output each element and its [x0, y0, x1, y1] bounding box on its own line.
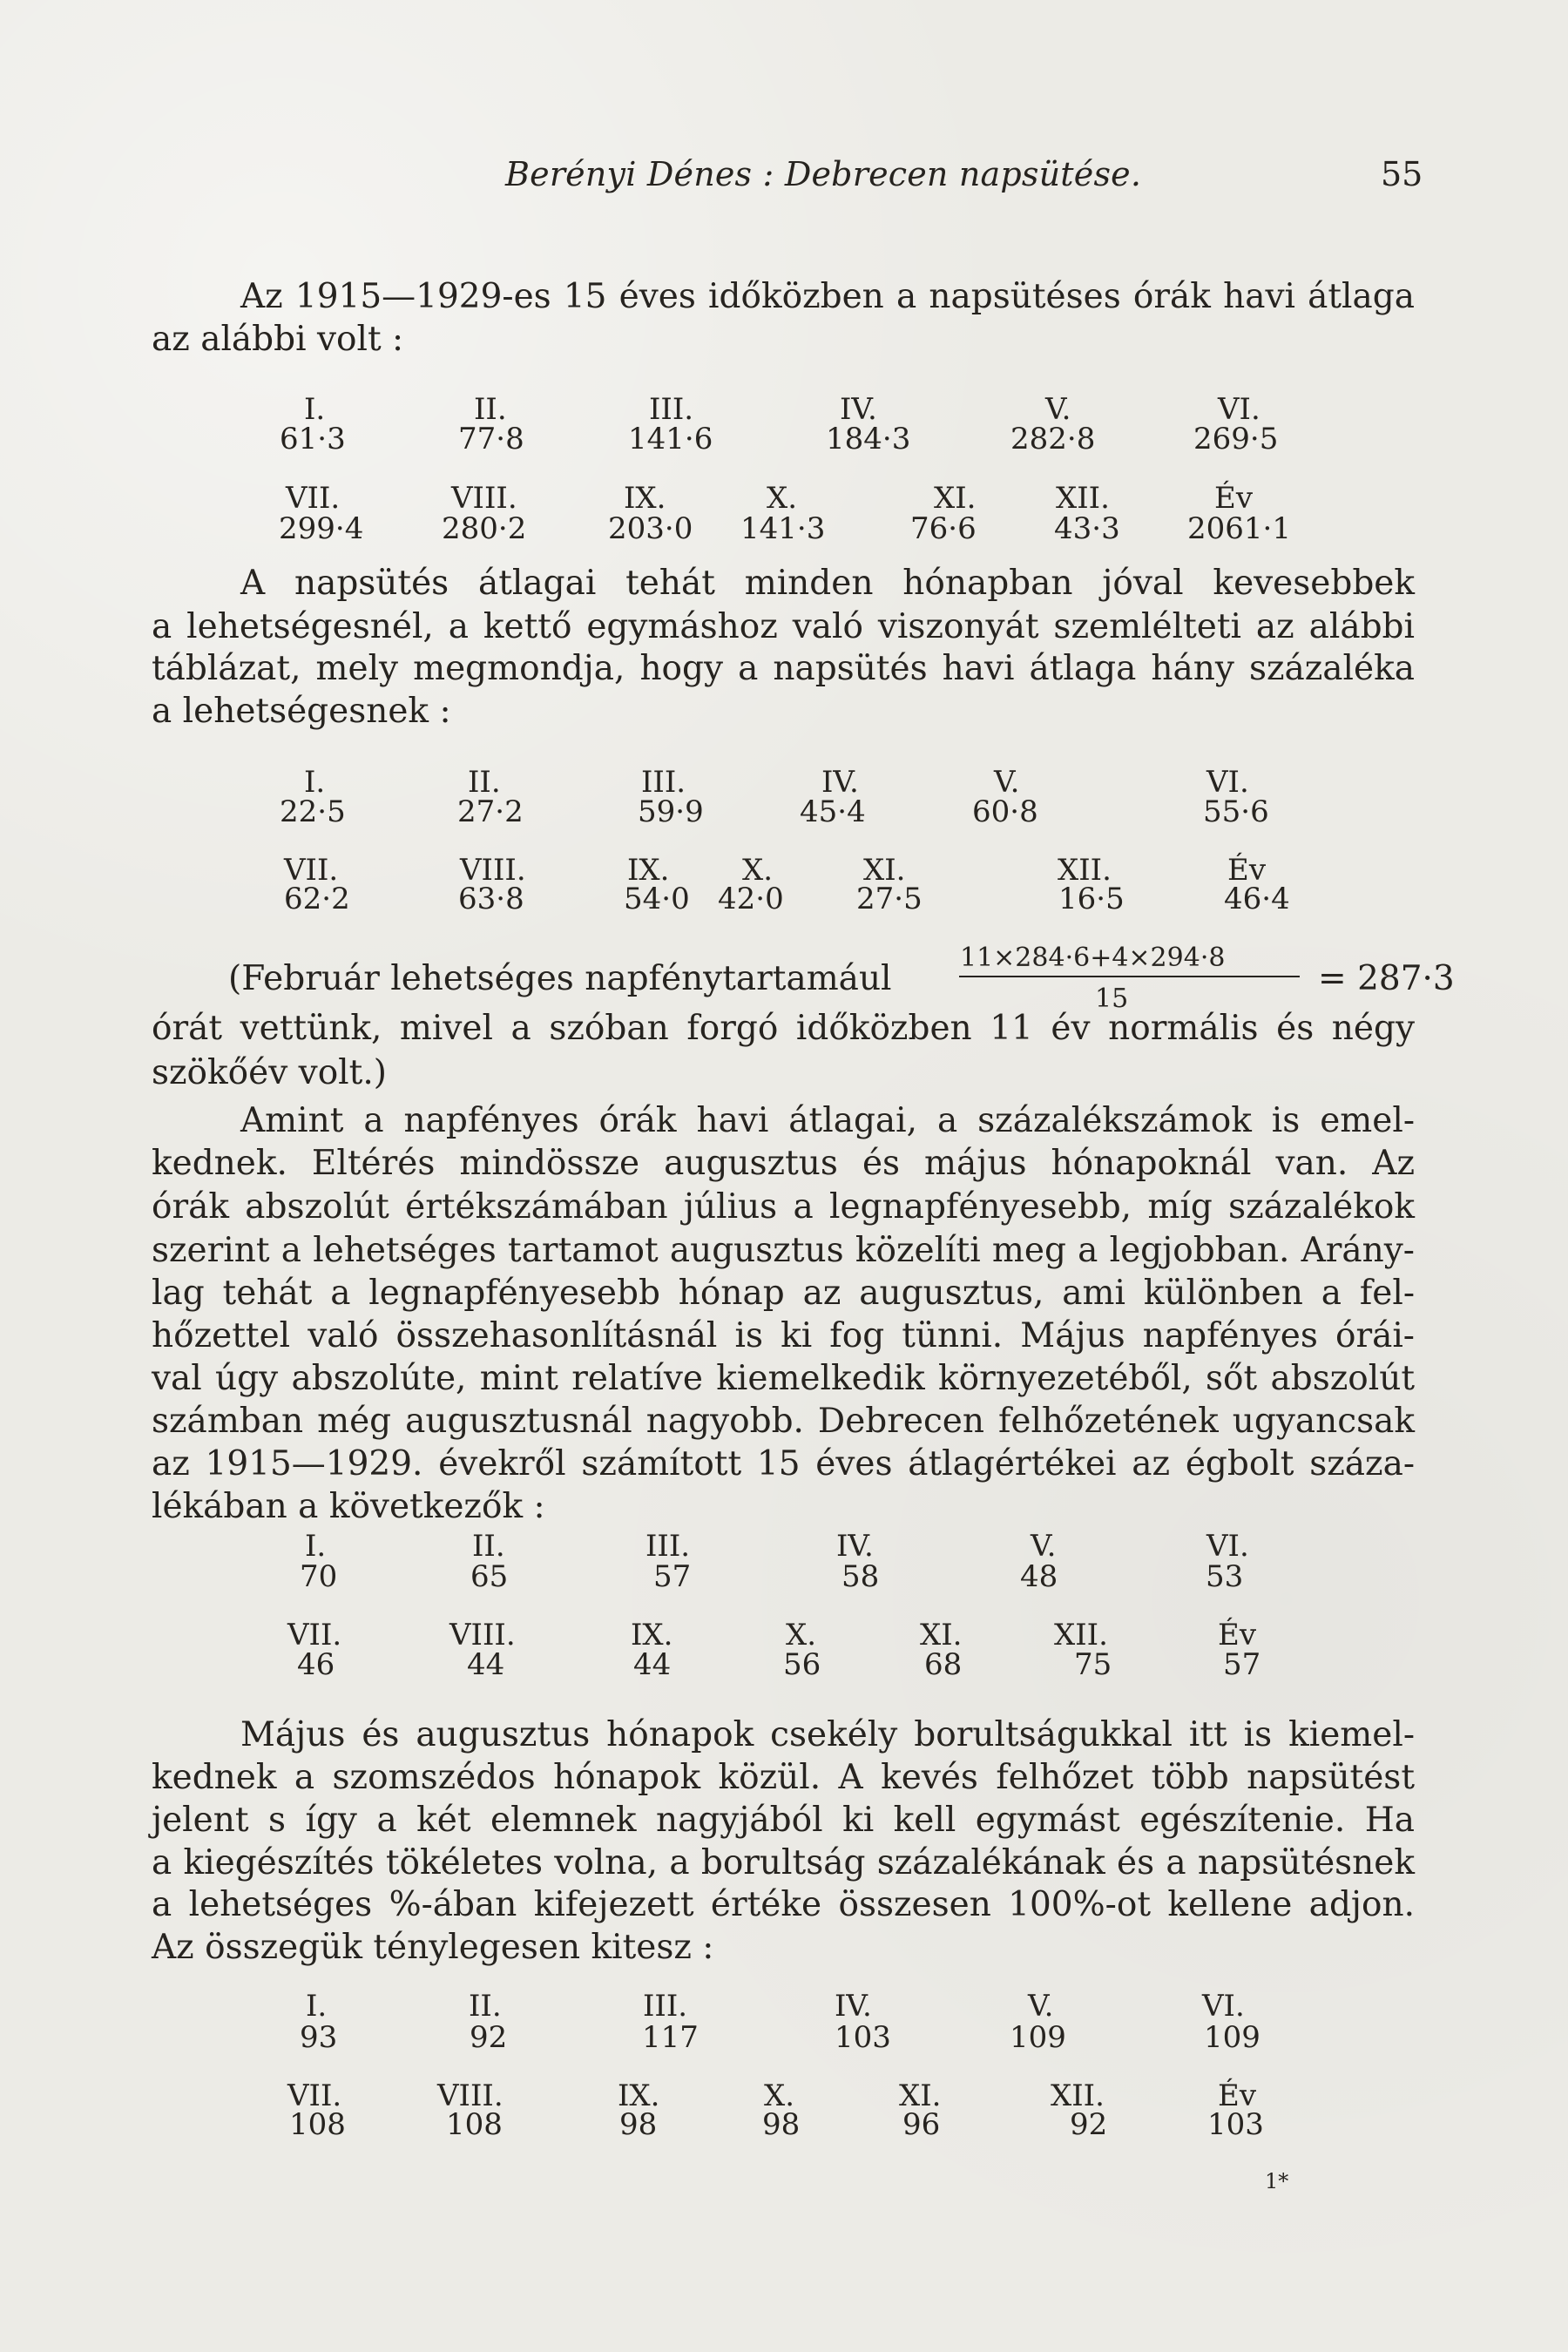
table-value: 77·8 [458, 422, 524, 456]
table-value: 65 [470, 1559, 509, 1594]
month-label: VI. [1206, 1529, 1249, 1564]
table-value: 117 [642, 2020, 699, 2055]
paragraph-2-line-1: A napsütés átlagai tehát minden hónapban jóval kevesebbek [240, 564, 1415, 603]
paragraph-4-line-5: lag tehát a legnapfényesebb hónap az augusztus, ami különben a fel- [152, 1274, 1415, 1313]
table-value: 108 [289, 2107, 346, 2142]
month-label: VIII. [460, 853, 526, 888]
table-value: 141·3 [740, 511, 826, 546]
paragraph-1-line-2: az alábbi volt : [152, 320, 404, 359]
table-value: 56 [783, 1647, 821, 1682]
table-value: 58 [841, 1559, 880, 1594]
month-label: VIII. [437, 2078, 504, 2113]
paragraph-2-line-3: táblázat, mely megmondja, hogy a napsütés havi átlaga hány százaléka [152, 649, 1415, 688]
month-label: XI. [920, 1618, 963, 1652]
paragraph-4-line-8: számban még augusztusnál nagyobb. Debrecen felhőzetének ugyancsak [152, 1402, 1415, 1441]
paragraph-4-line-10: lékában a következők : [152, 1487, 545, 1526]
table-value: 53 [1206, 1559, 1244, 1594]
table-value: 103 [1207, 2107, 1264, 2142]
month-label: III. [641, 765, 686, 800]
table-value: 76·6 [910, 511, 977, 546]
table-value: 60·8 [972, 794, 1038, 829]
year-label: Év [1218, 2078, 1257, 2113]
month-label: V. [1028, 1989, 1054, 2024]
month-label: IV. [836, 1529, 874, 1564]
month-label: IV. [840, 392, 877, 427]
month-label: IX. [624, 481, 666, 516]
month-label: III. [643, 1989, 688, 2024]
table-value: 59·9 [638, 794, 704, 829]
month-label: V. [994, 765, 1020, 800]
page-number: 55 [1381, 155, 1423, 193]
month-label: VII. [287, 2078, 342, 2113]
table-value: 70 [300, 1559, 338, 1594]
table-value: 75 [1074, 1647, 1112, 1682]
month-label: XI. [899, 2078, 942, 2113]
month-label: I. [306, 1989, 328, 2024]
table-value: 16·5 [1058, 882, 1125, 916]
paragraph-2-line-4: a lehetségesnek : [152, 692, 451, 731]
paragraph-5-line-3: jelent s így a két elemnek nagyjából ki kell egymást egészítenie. Ha [152, 1801, 1415, 1840]
table-value: 22·5 [280, 794, 346, 829]
paragraph-3-line-2: szökőév volt.) [152, 1053, 387, 1092]
paragraph-2-line-2: a lehetségesnél, a kettő egymáshoz való viszonyát szemlélteti az alábbi [152, 607, 1415, 646]
table-value: 98 [619, 2107, 658, 2142]
month-label: V. [1045, 392, 1071, 427]
month-label: VII. [287, 1618, 342, 1652]
table-value: 98 [762, 2107, 801, 2142]
month-label: XI. [934, 481, 977, 516]
table-value: 280·2 [442, 511, 527, 546]
table-value: 54·0 [624, 882, 690, 916]
month-label: IV. [835, 1989, 872, 2024]
table-value: 68 [924, 1647, 963, 1682]
paragraph-5-line-2: kednek a szomszédos hónapok közül. A kevés felhőzet több napsütést [152, 1758, 1415, 1797]
month-label: VIII. [449, 1618, 516, 1652]
paragraph-4-line-3: órák abszolút értékszámában július a legnapfényesebb, míg százalékok [152, 1187, 1415, 1227]
table-value: 103 [835, 2020, 891, 2055]
month-label: I. [304, 392, 326, 427]
table-value: 2061·1 [1187, 511, 1291, 546]
month-label: II. [469, 1989, 502, 2024]
table-value: 57 [1223, 1647, 1261, 1682]
paragraph-5-line-1: Május és augusztus hónapok csekély borultságukkal itt is kiemel- [240, 1715, 1415, 1754]
month-label: X. [764, 2078, 795, 2113]
table-value: 141·6 [628, 422, 713, 456]
table-value: 27·2 [457, 794, 524, 829]
table-value: 44 [633, 1647, 672, 1682]
paragraph-5-line-6: Az összegük ténylegesen kitesz : [152, 1928, 714, 1967]
month-label: VI. [1218, 392, 1260, 427]
table-value: 92 [470, 2020, 508, 2055]
paragraph-5-line-4: a kiegészítés tökéletes volna, a borultság százalékának és a napsütésnek [152, 1843, 1415, 1882]
month-label: XII. [1054, 1618, 1108, 1652]
table-value: 269·5 [1193, 422, 1279, 456]
table-value: 48 [1020, 1559, 1058, 1594]
table-value: 61·3 [280, 422, 346, 456]
month-label: IV. [821, 765, 859, 800]
month-label: VII. [284, 853, 339, 888]
month-label: XI. [863, 853, 906, 888]
table-value: 93 [300, 2020, 338, 2055]
month-label: XII. [1058, 853, 1112, 888]
formula-result: = 287·3 [1318, 959, 1455, 998]
month-label: IX. [618, 2078, 660, 2113]
paragraph-4-line-2: kednek. Eltérés mindössze augusztus és május hónapoknál van. Az [152, 1144, 1415, 1183]
table-value: 299·4 [279, 511, 364, 546]
month-label: X. [742, 853, 774, 888]
table-value: 44 [467, 1647, 505, 1682]
table-value: 96 [902, 2107, 941, 2142]
table-value: 62·2 [284, 882, 350, 916]
table-value: 184·3 [826, 422, 911, 456]
month-label: II. [468, 765, 501, 800]
month-label: III. [649, 392, 694, 427]
table-value: 46·4 [1224, 882, 1290, 916]
month-label: III. [645, 1529, 691, 1564]
month-label: VIII. [451, 481, 517, 516]
table-value: 63·8 [458, 882, 524, 916]
month-label: XII. [1051, 2078, 1105, 2113]
table-value: 57 [653, 1559, 692, 1594]
formula-numerator: 11×284·6+4×294·8 [960, 943, 1226, 973]
fraction-bar [959, 976, 1300, 977]
table-value: 282·8 [1010, 422, 1096, 456]
paragraph-5-line-5: a lehetséges %-ában kifejezett értéke összesen 100%-ot kellene adjon. [152, 1885, 1415, 1924]
month-label: II. [474, 392, 507, 427]
table-value: 109 [1204, 2020, 1260, 2055]
paragraph-4-line-7: val úgy abszolúte, mint relatíve kiemelkedik környezetéből, sőt abszolút [152, 1359, 1415, 1398]
month-label: VII. [286, 481, 341, 516]
running-header-title: Berényi Dénes : Debrecen napsütése. [505, 155, 1142, 193]
month-label: X. [786, 1618, 817, 1652]
year-label: Év [1214, 481, 1254, 516]
formula-lead-text: (Február lehetséges napfénytartamául [228, 959, 892, 998]
month-label: I. [305, 1529, 327, 1564]
month-label: V. [1031, 1529, 1057, 1564]
table-value: 42·0 [718, 882, 784, 916]
formula-denominator: 15 [1095, 983, 1129, 1014]
month-label: VI. [1202, 1989, 1245, 2024]
table-value: 27·5 [856, 882, 923, 916]
table-value: 45·4 [800, 794, 866, 829]
paragraph-4-line-9: az 1915—1929. évekről számított 15 éves átlagértékei az égbolt száza- [152, 1444, 1415, 1484]
table-value: 43·3 [1054, 511, 1120, 546]
footer-signature-mark: 1* [1265, 2169, 1289, 2193]
paragraph-1-line-1: Az 1915—1929-es 15 éves időközben a napsütéses órák havi átlaga [240, 277, 1415, 316]
table-value: 108 [446, 2107, 503, 2142]
month-label: IX. [627, 853, 670, 888]
month-label: VI. [1206, 765, 1249, 800]
table-value: 109 [1010, 2020, 1066, 2055]
year-label: Év [1218, 1618, 1257, 1652]
year-label: Év [1227, 853, 1267, 888]
paragraph-4-line-1: Amint a napfényes órák havi átlagai, a százalékszámok is emel- [240, 1101, 1415, 1140]
month-label: II. [472, 1529, 505, 1564]
month-label: XII. [1056, 481, 1110, 516]
table-value: 46 [297, 1647, 335, 1682]
month-label: IX. [631, 1618, 673, 1652]
table-value: 55·6 [1203, 794, 1269, 829]
month-label: X. [767, 481, 798, 516]
paragraph-4-line-6: hőzettel való összehasonlításnál is ki fog tünni. Május napfényes órái- [152, 1316, 1415, 1355]
table-value: 203·0 [608, 511, 693, 546]
month-label: I. [304, 765, 326, 800]
paragraph-4-line-4: szerint a lehetséges tartamot augusztus közelíti meg a legjobban. Arány- [152, 1231, 1415, 1270]
paragraph-3-line-1: órát vettünk, mivel a szóban forgó időközben 11 év normális és négy [152, 1009, 1415, 1048]
table-value: 92 [1070, 2107, 1108, 2142]
